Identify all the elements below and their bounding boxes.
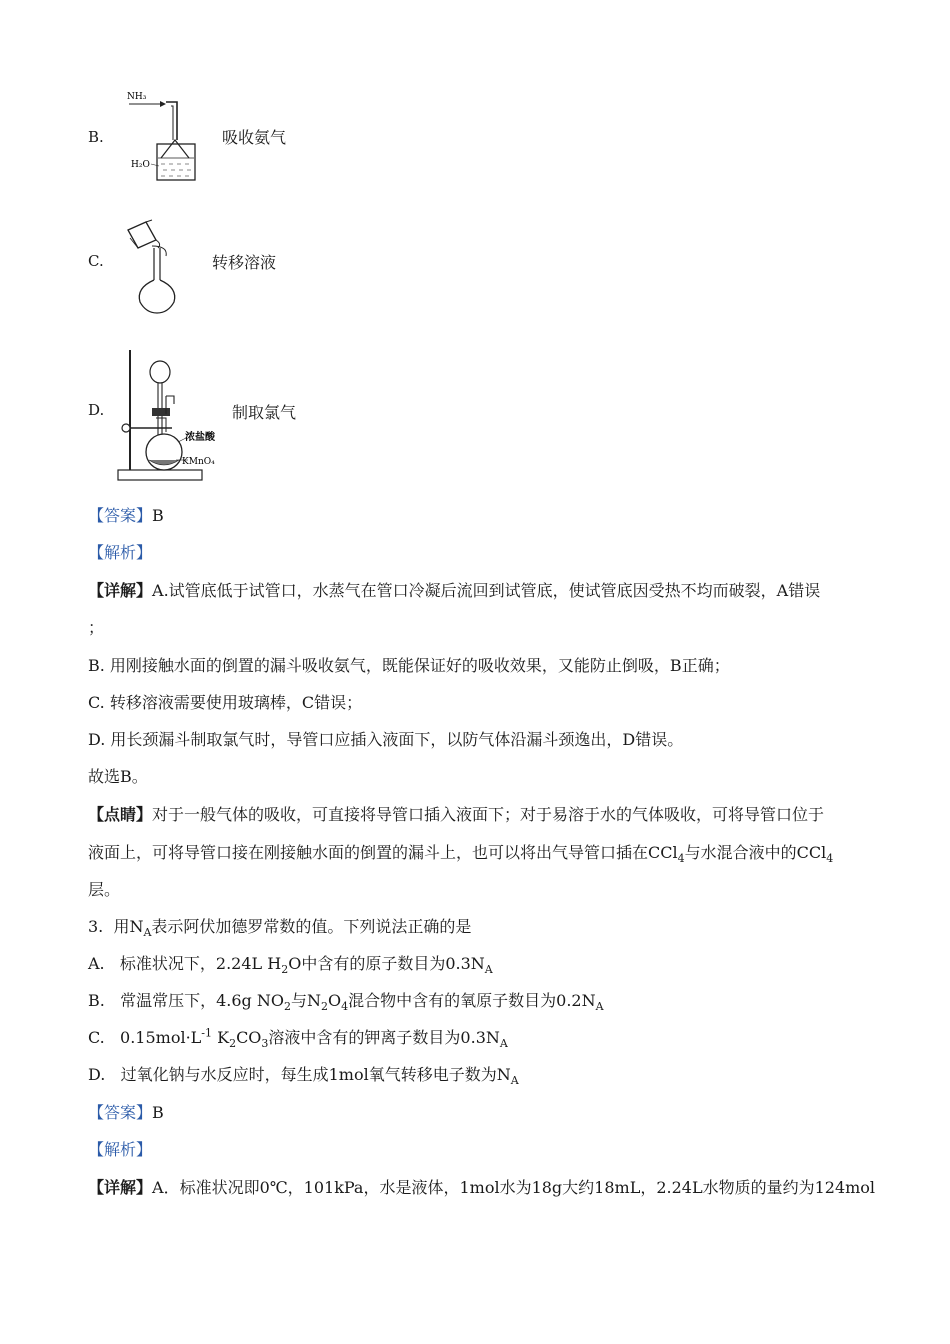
option-c-caption: 转移溶液 bbox=[212, 253, 277, 272]
option-b-letter: B. bbox=[88, 128, 104, 146]
answer-tag: 【答案】 bbox=[88, 506, 153, 525]
q2-tip-line-2: 液面上，可将导管口接在刚接触水面的倒置的漏斗上，也可以将出气导管口插在CCl$_4$与水混合液中的CCl$_4$ bbox=[88, 843, 834, 866]
q2-detail-a-cont: ； bbox=[88, 618, 105, 637]
q2-detail-c: C. 转移溶液需要使用玻璃棒，C错误； bbox=[88, 693, 363, 712]
detail-tag: 【详解】 bbox=[88, 581, 153, 600]
tip-tag: 【点睛】 bbox=[88, 805, 153, 824]
h2o-label: H₂O bbox=[131, 160, 150, 170]
q3-option-a: A. 标准状况下，2.24L $H_2O$中含有的原子数目为$0.3N_A$ bbox=[88, 954, 493, 977]
option-c-letter: C. bbox=[88, 252, 104, 270]
nh3-label: NH₃ bbox=[127, 92, 147, 102]
q2-answer-line bbox=[88, 506, 164, 526]
kmno4-label: KMnO₄ bbox=[182, 457, 215, 467]
ammonia-absorption-apparatus-figure bbox=[125, 88, 205, 188]
q3-stem: 3. 用$N_A$表示阿伏加德罗常数的值。下列说法正确的是 bbox=[88, 917, 472, 940]
answer-value: B bbox=[152, 1103, 164, 1122]
q3-answer-line bbox=[88, 1103, 164, 1123]
chlorine-preparation-apparatus-figure bbox=[112, 348, 222, 484]
option-d-letter: D. bbox=[88, 401, 105, 419]
q2-tip-line-1: 【点睛】对于一般气体的吸收，可直接将导管口插入液面下；对于易溶于水的气体吸收，可将导管口位于 bbox=[88, 805, 825, 824]
analysis-tag: 【解析】 bbox=[88, 543, 153, 562]
answer-value: B bbox=[152, 506, 164, 525]
q2-analysis-line bbox=[88, 543, 152, 563]
q3-detail-a: 【详解】A．标准状况即0℃，101kPa，水是液体，1mol水为18g大约18mL，2.24L水物质的量约为124mol bbox=[88, 1178, 876, 1197]
answer-tag: 【答案】 bbox=[88, 1103, 153, 1122]
q3-analysis-line bbox=[88, 1140, 152, 1160]
option-d-caption: 制取氯气 bbox=[232, 403, 297, 422]
question-number: 3. bbox=[88, 917, 104, 936]
q3-option-c: C. $0.15mol\cdot L^{-1}$ $K_2CO_3$溶液中含有的钾离子数目为$0.3N_A$ bbox=[88, 1026, 508, 1051]
concentrated-hcl-label: 浓盐酸 bbox=[185, 432, 215, 443]
detail-tag: 【详解】 bbox=[88, 1178, 153, 1197]
q2-detail-a: 【详解】A.试管底低于试管口，水蒸气在管口冷凝后流回到试管底，使试管底因受热不均而破裂，A错误 bbox=[88, 581, 821, 600]
q3-option-b: B. 常温常压下，4.6g $NO_2$与$N_2O_4$混合物中含有的氧原子数目为$0.2N_A$ bbox=[88, 991, 604, 1014]
q2-detail-b: B. 用刚接触水面的倒置的漏斗吸收氨气，既能保证好的吸收效果，又能防止倒吸，B正确； bbox=[88, 656, 730, 675]
solution-transfer-flask-figure bbox=[122, 218, 192, 316]
q3-option-d: D. 过氧化钠与水反应时，每生成1mol氧气转移电子数为$N_A$ bbox=[88, 1065, 519, 1088]
analysis-tag: 【解析】 bbox=[88, 1140, 153, 1159]
q2-tip-line-3: 层。 bbox=[88, 880, 121, 899]
q2-conclusion: 故选B。 bbox=[88, 767, 148, 786]
q2-detail-d: D. 用长颈漏斗制取氯气时，导管口应插入液面下，以防气体沿漏斗颈逸出，D错误。 bbox=[88, 730, 684, 749]
option-b-caption: 吸收氨气 bbox=[222, 128, 287, 147]
